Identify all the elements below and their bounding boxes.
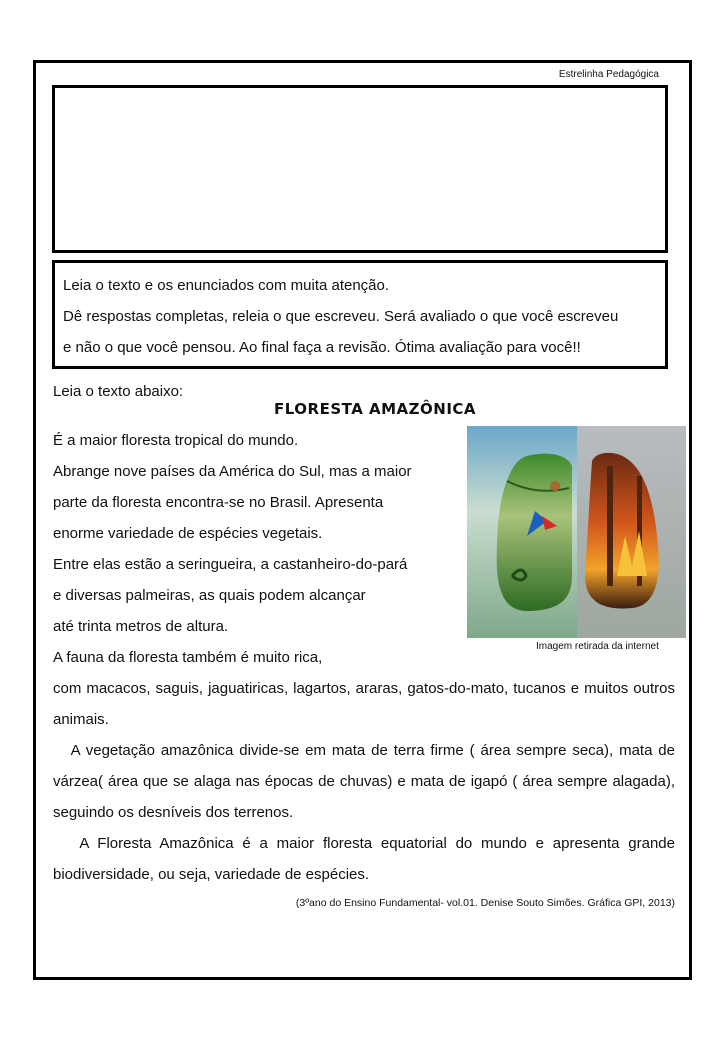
text-line: enorme variedade de espécies vegetais. bbox=[53, 525, 323, 542]
instruction-line: Dê respostas completas, releia o que escreveu. Será avaliado o que você escreveu bbox=[63, 308, 619, 325]
text-line: Abrange nove países da América do Sul, mas a maior bbox=[53, 463, 412, 480]
text-paragraph: com macacos, saguis, jaguatiricas, lagartos, araras, gatos-do-mato, tucanos e muitos outros animais. bbox=[53, 680, 675, 728]
instruction-line: e não o que você pensou. Ao final faça a revisão. Ótima avaliação para você!! bbox=[63, 339, 581, 356]
brand-label: Estrelinha Pedagógica bbox=[558, 69, 659, 80]
source-reference: (3ºano do Ensino Fundamental- vol.01. Denise Souto Simões. Gráfica GPI, 2013) bbox=[295, 897, 675, 909]
text-line: A fauna da floresta também é muito rica, bbox=[53, 649, 323, 666]
instructions-box bbox=[52, 260, 668, 369]
instruction-line: Leia o texto e os enunciados com muita atenção. bbox=[63, 277, 390, 294]
image-caption: Imagem retirada da internet bbox=[536, 641, 659, 652]
text-line: É a maior floresta tropical do mundo. bbox=[53, 432, 299, 449]
text-paragraph: A Floresta Amazônica é a maior floresta equatorial do mundo e apresenta grande biodiversidade, ou seja, variedade de espécies. bbox=[53, 835, 675, 883]
text-line: até trinta metros de altura. bbox=[53, 618, 229, 635]
text-title: FLORESTA AMAZÔNICA bbox=[274, 400, 477, 418]
text-paragraph: A vegetação amazônica divide-se em mata de terra firme ( área sempre seca), mata de várzea( área que se alaga nas épocas de chuvas) e mata de igapó ( área sempre alagada), seguindo os desníveis dos terrenos. bbox=[53, 742, 675, 821]
student-info-box bbox=[52, 85, 668, 253]
text-line: e diversas palmeiras, as quais podem alcançar bbox=[53, 587, 366, 604]
worksheet-page bbox=[33, 60, 692, 980]
intro-text: Leia o texto abaixo: bbox=[53, 383, 184, 400]
text-line: parte da floresta encontra-se no Brasil. Apresenta bbox=[53, 494, 384, 511]
text-line: Entre elas estão a seringueira, a castanheiro-do-pará bbox=[53, 556, 408, 573]
forest-lungs-image bbox=[467, 426, 686, 638]
